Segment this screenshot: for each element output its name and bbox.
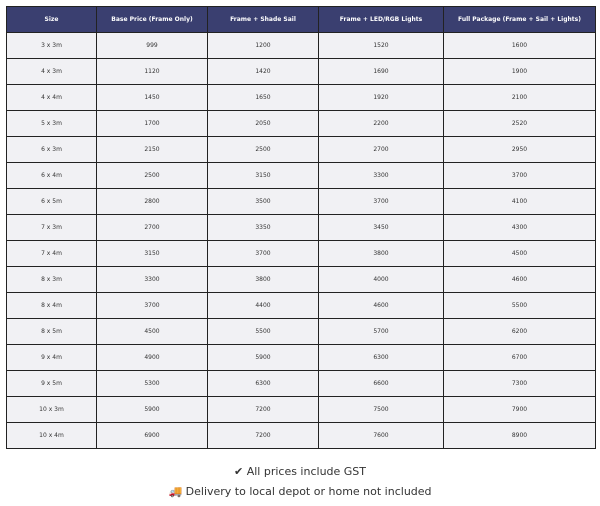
price-cell: 3500 bbox=[208, 189, 319, 215]
table-row bbox=[7, 423, 596, 449]
price-cell: 2050 bbox=[208, 111, 319, 137]
price-cell: 7500 bbox=[319, 397, 444, 423]
price-cell: 6600 bbox=[319, 371, 444, 397]
size-cell: 9 x 4m bbox=[7, 345, 97, 371]
price-cell: 7300 bbox=[444, 371, 596, 397]
size-cell: 6 x 3m bbox=[7, 137, 97, 163]
table-row bbox=[7, 345, 596, 371]
price-cell: 4400 bbox=[208, 293, 319, 319]
price-cell: 2700 bbox=[319, 137, 444, 163]
size-cell: 7 x 3m bbox=[7, 215, 97, 241]
price-cell: 6700 bbox=[444, 345, 596, 371]
table-row bbox=[7, 137, 596, 163]
table-row bbox=[7, 33, 596, 59]
price-cell: 1200 bbox=[208, 33, 319, 59]
price-cell: 3300 bbox=[319, 163, 444, 189]
price-cell: 4000 bbox=[319, 267, 444, 293]
price-cell: 7200 bbox=[208, 423, 319, 449]
price-cell: 999 bbox=[97, 33, 208, 59]
size-cell: 6 x 4m bbox=[7, 163, 97, 189]
price-cell: 3350 bbox=[208, 215, 319, 241]
price-cell: 4600 bbox=[319, 293, 444, 319]
price-table-container bbox=[6, 6, 595, 449]
price-cell: 3700 bbox=[208, 241, 319, 267]
price-cell: 3700 bbox=[444, 163, 596, 189]
price-cell: 3700 bbox=[319, 189, 444, 215]
table-row bbox=[7, 267, 596, 293]
price-cell: 8900 bbox=[444, 423, 596, 449]
price-cell: 3700 bbox=[97, 293, 208, 319]
price-cell: 1600 bbox=[444, 33, 596, 59]
table-row bbox=[7, 293, 596, 319]
price-cell: 3300 bbox=[97, 267, 208, 293]
price-cell: 7900 bbox=[444, 397, 596, 423]
price-cell: 4500 bbox=[97, 319, 208, 345]
header-row bbox=[7, 7, 596, 33]
price-cell: 2100 bbox=[444, 85, 596, 111]
price-cell: 2700 bbox=[97, 215, 208, 241]
price-cell: 6300 bbox=[208, 371, 319, 397]
price-cell: 4100 bbox=[444, 189, 596, 215]
table-row bbox=[7, 163, 596, 189]
table-row bbox=[7, 397, 596, 423]
price-cell: 5500 bbox=[444, 293, 596, 319]
size-cell: 10 x 4m bbox=[7, 423, 97, 449]
price-table-header bbox=[7, 7, 596, 33]
price-cell: 4300 bbox=[444, 215, 596, 241]
size-cell: 8 x 5m bbox=[7, 319, 97, 345]
price-cell: 3150 bbox=[97, 241, 208, 267]
table-row bbox=[7, 319, 596, 345]
table-row bbox=[7, 189, 596, 215]
price-cell: 2950 bbox=[444, 137, 596, 163]
size-cell: 3 x 3m bbox=[7, 33, 97, 59]
size-cell: 4 x 3m bbox=[7, 59, 97, 85]
notes-section bbox=[0, 462, 600, 502]
column-header: Full Package (Frame + Sail + Lights) bbox=[444, 7, 596, 33]
price-cell: 2800 bbox=[97, 189, 208, 215]
price-cell: 2520 bbox=[444, 111, 596, 137]
price-table-body bbox=[7, 33, 596, 449]
price-cell: 7200 bbox=[208, 397, 319, 423]
column-header: Size bbox=[7, 7, 97, 33]
size-cell: 9 x 5m bbox=[7, 371, 97, 397]
price-cell: 1420 bbox=[208, 59, 319, 85]
price-cell: 3150 bbox=[208, 163, 319, 189]
table-row bbox=[7, 215, 596, 241]
price-cell: 1120 bbox=[97, 59, 208, 85]
size-cell: 5 x 3m bbox=[7, 111, 97, 137]
price-cell: 3450 bbox=[319, 215, 444, 241]
size-cell: 8 x 3m bbox=[7, 267, 97, 293]
price-cell: 3800 bbox=[319, 241, 444, 267]
price-cell: 4600 bbox=[444, 267, 596, 293]
table-row bbox=[7, 371, 596, 397]
price-cell: 1650 bbox=[208, 85, 319, 111]
column-header: Frame + LED/RGB Lights bbox=[319, 7, 444, 33]
price-cell: 1520 bbox=[319, 33, 444, 59]
price-cell: 3800 bbox=[208, 267, 319, 293]
price-table bbox=[6, 6, 596, 449]
price-cell: 1700 bbox=[97, 111, 208, 137]
price-cell: 1920 bbox=[319, 85, 444, 111]
gst-note: ✔ All prices include GST bbox=[233, 465, 367, 478]
size-cell: 7 x 4m bbox=[7, 241, 97, 267]
price-cell: 5700 bbox=[319, 319, 444, 345]
price-cell: 5900 bbox=[97, 397, 208, 423]
price-cell: 6200 bbox=[444, 319, 596, 345]
price-cell: 2500 bbox=[208, 137, 319, 163]
size-cell: 6 x 5m bbox=[7, 189, 97, 215]
table-row bbox=[7, 85, 596, 111]
size-cell: 8 x 4m bbox=[7, 293, 97, 319]
price-cell: 6300 bbox=[319, 345, 444, 371]
table-row bbox=[7, 241, 596, 267]
price-cell: 5500 bbox=[208, 319, 319, 345]
price-cell: 4500 bbox=[444, 241, 596, 267]
column-header: Frame + Shade Sail bbox=[208, 7, 319, 33]
price-cell: 1450 bbox=[97, 85, 208, 111]
table-row bbox=[7, 111, 596, 137]
delivery-note: 🚚 Delivery to local depot or home not included bbox=[168, 485, 432, 498]
price-cell: 5900 bbox=[208, 345, 319, 371]
size-cell: 4 x 4m bbox=[7, 85, 97, 111]
price-cell: 7600 bbox=[319, 423, 444, 449]
price-cell: 2200 bbox=[319, 111, 444, 137]
price-cell: 1690 bbox=[319, 59, 444, 85]
column-header: Base Price (Frame Only) bbox=[97, 7, 208, 33]
price-cell: 5300 bbox=[97, 371, 208, 397]
table-row bbox=[7, 59, 596, 85]
price-cell: 6900 bbox=[97, 423, 208, 449]
price-cell: 2150 bbox=[97, 137, 208, 163]
price-cell: 2500 bbox=[97, 163, 208, 189]
size-cell: 10 x 3m bbox=[7, 397, 97, 423]
price-cell: 1900 bbox=[444, 59, 596, 85]
price-cell: 4900 bbox=[97, 345, 208, 371]
